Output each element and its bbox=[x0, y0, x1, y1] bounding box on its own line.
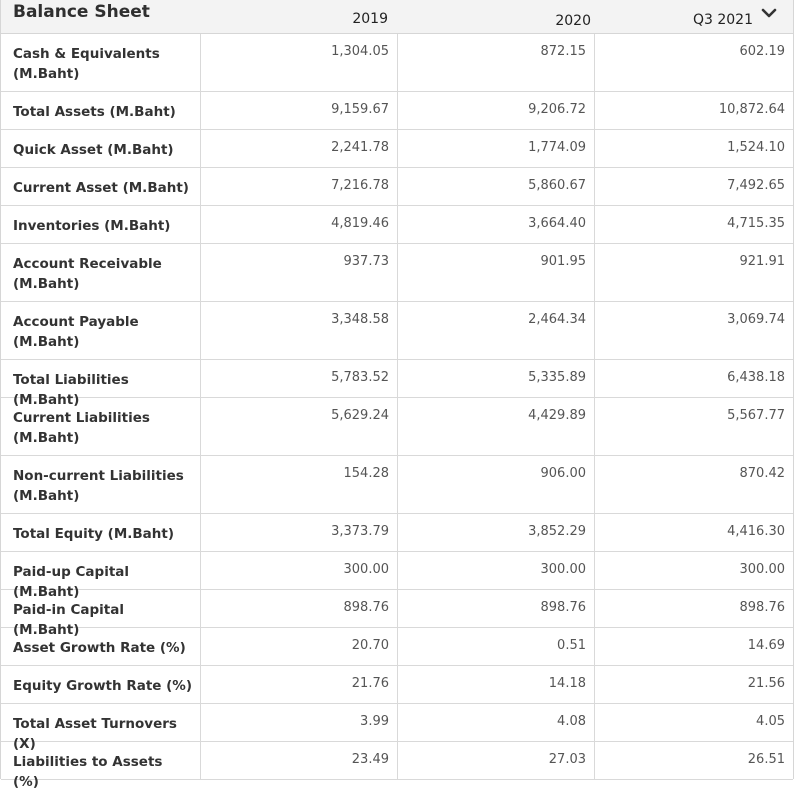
value-2020: 4,429.89 bbox=[528, 408, 586, 423]
value-2020: 9,206.72 bbox=[528, 102, 586, 117]
value-2019: 4,819.46 bbox=[331, 216, 389, 231]
value-q3-2021: 26.51 bbox=[747, 752, 785, 767]
value-q3-2021: 870.42 bbox=[739, 466, 785, 481]
table-row bbox=[1, 398, 793, 456]
value-q3-2021: 921.91 bbox=[739, 254, 785, 269]
table-row bbox=[1, 168, 793, 206]
table-row bbox=[1, 302, 793, 360]
value-2020: 0.51 bbox=[557, 638, 586, 653]
value-q3-2021: 21.56 bbox=[747, 676, 785, 691]
column-header-2020: 2020 bbox=[555, 13, 591, 29]
row-label: Cash & Equivalents (M.Baht) bbox=[1, 34, 201, 91]
value-2019: 7,216.78 bbox=[331, 178, 389, 193]
table-row bbox=[1, 514, 793, 552]
value-q3-2021: 7,492.65 bbox=[727, 178, 785, 193]
table-row bbox=[1, 552, 793, 600]
value-q3-2021: 300.00 bbox=[739, 562, 785, 577]
value-2019: 1,304.05 bbox=[331, 44, 389, 59]
table-row bbox=[1, 666, 793, 704]
table-row bbox=[1, 360, 793, 408]
value-q3-2021: 898.76 bbox=[739, 600, 785, 615]
value-2020: 901.95 bbox=[540, 254, 586, 269]
value-2019: 3,348.58 bbox=[331, 312, 389, 327]
row-label: Total Assets (M.Baht) bbox=[1, 92, 201, 129]
table-row bbox=[1, 456, 793, 514]
balance-sheet-table bbox=[1, 34, 793, 790]
value-2019: 898.76 bbox=[343, 600, 389, 615]
value-2020: 3,852.29 bbox=[528, 524, 586, 539]
row-label: Paid-up Capital (M.Baht) bbox=[1, 552, 201, 589]
value-2019: 20.70 bbox=[351, 638, 389, 653]
row-label: Paid-in Capital (M.Baht) bbox=[1, 590, 201, 627]
table-row bbox=[1, 628, 793, 666]
value-2020: 872.15 bbox=[540, 44, 586, 59]
value-2020: 898.76 bbox=[540, 600, 586, 615]
row-label: Quick Asset (M.Baht) bbox=[1, 130, 201, 167]
value-2020: 27.03 bbox=[548, 752, 586, 767]
value-2020: 3,664.40 bbox=[528, 216, 586, 231]
value-2020: 5,860.67 bbox=[528, 178, 586, 193]
row-label: Account Receivable (M.Baht) bbox=[1, 244, 201, 301]
value-q3-2021: 10,872.64 bbox=[718, 102, 785, 117]
row-label: Total Asset Turnovers (X) bbox=[1, 704, 201, 741]
section-title: Balance Sheet bbox=[13, 2, 150, 22]
row-label: Asset Growth Rate (%) bbox=[1, 628, 201, 665]
value-2019: 5,629.24 bbox=[331, 408, 389, 423]
row-label: Current Asset (M.Baht) bbox=[1, 168, 201, 205]
table-row bbox=[1, 590, 793, 638]
row-label: Total Equity (M.Baht) bbox=[1, 514, 201, 551]
row-label: Inventories (M.Baht) bbox=[1, 206, 201, 243]
table-row bbox=[1, 742, 793, 790]
value-2019: 5,783.52 bbox=[331, 370, 389, 385]
value-2020: 906.00 bbox=[540, 466, 586, 481]
table-row bbox=[1, 206, 793, 244]
column-header-q3-2021: Q3 2021 bbox=[692, 12, 753, 28]
value-2019: 2,241.78 bbox=[331, 140, 389, 155]
column-header-2019: 2019 bbox=[352, 11, 388, 27]
value-q3-2021: 3,069.74 bbox=[727, 312, 785, 327]
value-q3-2021: 4.05 bbox=[756, 714, 785, 729]
value-2019: 23.49 bbox=[351, 752, 389, 767]
table-row bbox=[1, 34, 793, 92]
row-label: Current Liabilities (M.Baht) bbox=[1, 398, 201, 455]
value-2020: 14.18 bbox=[548, 676, 586, 691]
value-2019: 3,373.79 bbox=[331, 524, 389, 539]
table-row bbox=[1, 704, 793, 752]
value-2019: 9,159.67 bbox=[331, 102, 389, 117]
chevron-down-icon[interactable] bbox=[761, 7, 777, 19]
value-q3-2021: 4,715.35 bbox=[727, 216, 785, 231]
value-q3-2021: 1,524.10 bbox=[727, 140, 785, 155]
value-2019: 937.73 bbox=[343, 254, 389, 269]
row-label: Total Liabilities (M.Baht) bbox=[1, 360, 201, 397]
table-row bbox=[1, 130, 793, 168]
value-2019: 3.99 bbox=[360, 714, 389, 729]
balance-sheet-header[interactable] bbox=[1, 0, 793, 34]
value-2020: 300.00 bbox=[540, 562, 586, 577]
row-label: Non-current Liabilities (M.Baht) bbox=[1, 456, 201, 513]
table-row bbox=[1, 92, 793, 130]
value-2020: 4.08 bbox=[557, 714, 586, 729]
value-q3-2021: 5,567.77 bbox=[727, 408, 785, 423]
value-2020: 5,335.89 bbox=[528, 370, 586, 385]
value-2019: 154.28 bbox=[343, 466, 389, 481]
value-2020: 1,774.09 bbox=[528, 140, 586, 155]
table-row bbox=[1, 244, 793, 302]
value-q3-2021: 14.69 bbox=[747, 638, 785, 653]
value-2020: 2,464.34 bbox=[528, 312, 586, 327]
value-2019: 300.00 bbox=[343, 562, 389, 577]
row-label: Account Payable (M.Baht) bbox=[1, 302, 201, 359]
row-label: Equity Growth Rate (%) bbox=[1, 666, 201, 703]
value-q3-2021: 4,416.30 bbox=[727, 524, 785, 539]
value-q3-2021: 6,438.18 bbox=[727, 370, 785, 385]
row-label: Liabilities to Assets (%) bbox=[1, 742, 201, 779]
value-q3-2021: 602.19 bbox=[739, 44, 785, 59]
value-2019: 21.76 bbox=[351, 676, 389, 691]
